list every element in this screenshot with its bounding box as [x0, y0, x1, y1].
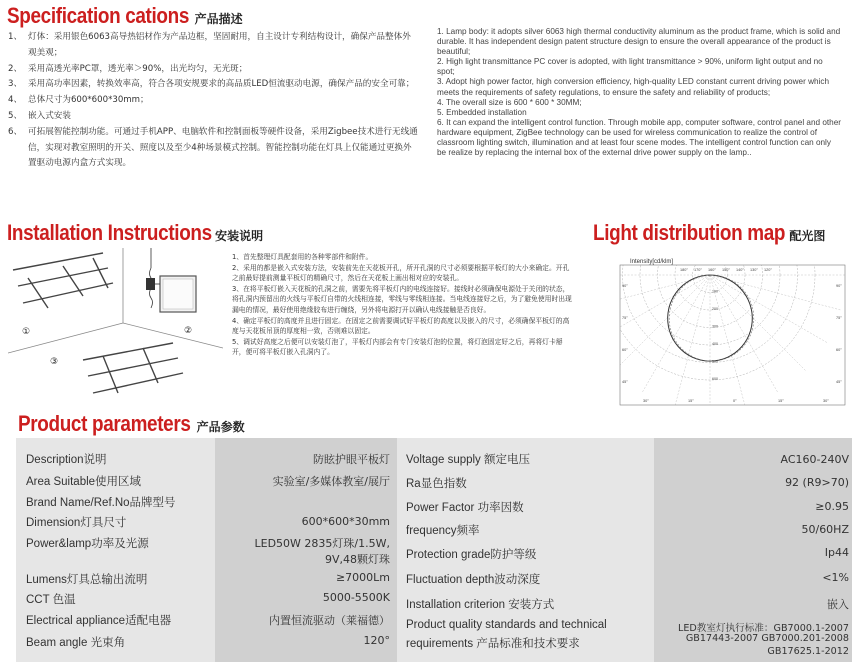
spec-title-en: Specification cations: [7, 3, 190, 28]
param-label: Lumens灯具总输出流明: [26, 574, 148, 586]
polar-top-angle-label: 170°: [694, 268, 702, 272]
param-value: ≥7000Lm: [335, 571, 390, 584]
polar-spoke: [710, 275, 745, 407]
ceiling-grid-3: [83, 343, 183, 393]
polar-side-angle-label: 60°: [836, 348, 842, 352]
polar-top-angle-label: 130°: [750, 268, 758, 272]
spec-cn-item: 4、 总体尺寸为600*600*30mm；: [8, 95, 149, 106]
param-value: 600*600*30mm: [301, 515, 390, 528]
polar-grid: [615, 255, 847, 412]
param-label: Fluctuation depth波动深度: [406, 574, 541, 586]
spec-cn-item: 5、 嵌入式安装: [8, 110, 71, 121]
polar-bottom-angle-label: 30°: [643, 399, 649, 403]
install-section-title: [7, 220, 263, 246]
param-label: Area Suitable使用区域: [26, 476, 142, 488]
polar-chart-title: Intensity[cd/klm]: [630, 259, 674, 265]
polar-radial-tick: 300: [712, 324, 718, 329]
param-label: Brand Name/Ref.No品牌型号: [26, 497, 176, 509]
polar-radial-tick: 400: [712, 342, 718, 346]
param-label: frequency频率: [406, 525, 480, 537]
param-label: Dimension灯具尺寸: [26, 517, 127, 529]
param-value: 92 (R9>70): [785, 476, 849, 489]
polar-radial-tick: 200: [712, 307, 718, 311]
param-value: 实验室/多媒体教室/展厅: [272, 475, 390, 488]
param-label: Description说明: [26, 454, 107, 466]
spec-en-item: 4. The overall size is 600 * 600 * 30MM;: [437, 97, 582, 107]
ceiling-grid-1: [13, 253, 113, 308]
driver-box-icon: [146, 278, 155, 290]
polar-side-angle-label: 75°: [836, 316, 842, 320]
polar-radial-tick: 600: [712, 377, 718, 381]
spec-en-block: [437, 27, 842, 158]
polar-side-angle-label: 60°: [622, 348, 628, 352]
params-section-title: [18, 411, 245, 437]
spec-cn-item: 2、 采用高透光率PC罩，透光率＞90%，出光均匀，无光斑；: [8, 63, 248, 74]
spec-en-item: 3. Adopt high power factor, high conversion efficiency, high-quality LED constant current driving power which meets the requirements of safety regulations, to ensure the safety and reliability of products;: [437, 77, 830, 97]
param-value: 120°: [363, 634, 390, 647]
polar-series-c90: [669, 275, 754, 361]
polar-light-distribution: [615, 255, 850, 415]
param-label: Product quality standards and technical: [406, 619, 607, 631]
param-label: Power Factor 功率因数: [406, 502, 524, 514]
polar-top-angle-label: 140°: [736, 268, 744, 272]
polar-side-angle-label: 90°: [836, 284, 842, 288]
install-title-cn: 安装说明: [215, 229, 264, 243]
param-value: 防眩护眼平板灯: [313, 453, 390, 466]
fig-label-3: ③: [50, 357, 59, 367]
fig-label-2: ②: [184, 326, 193, 336]
spec-cn-item: 3、 采用高功率因素，转换效率高，符合各项安规要求的高品质LED恒流驱动电源，确保产品的安全可靠；: [8, 79, 415, 90]
param-value: LED50W 2835灯珠/1.5W,: [254, 537, 390, 550]
param-value: <1%: [822, 571, 849, 584]
polar-side-angle-label: 45°: [622, 380, 628, 384]
param-label: Protection grade防护等级: [406, 549, 537, 561]
spec-en-item: 6. It can expand the intelligent control function. Through mobile app, computer software, control panel and other hardware equipment, ZigBee technology can be used for wireless communication to realize the control of classroom lighting switch, illumination and at least four scene modes. The intelligent control function can only be realize by replacing the internal box of the external drive power supply on the lamp..: [437, 117, 842, 158]
spec-en-item: 1. Lamp body: it adopts silver 6063 high thermal conductivity aluminum as the product frame, which is solid and durable. It has independent design patent structure design to ensure the overall appearance of the product is beautiful;: [437, 27, 841, 57]
param-label: Power&lamp功率及光源: [26, 538, 149, 550]
param-label: Installation criterion 安装方式: [406, 599, 555, 611]
install-step: 3、在将平板灯嵌入天花板的孔洞之前，需要先将平板灯内的电线连接好。接线时必须确保电源处于关闭的状态，将孔洞内预留出的火线与平板灯自带的火线相连接，零线与零线相连接。当电线连接好之后，为了避免使用时出现漏电的情况，最好使用绝缘胶布进行缠绕，另外将电源打开以确认电线接触是否良好。: [232, 284, 572, 314]
polar-radial-tick: 100: [712, 289, 718, 294]
install-step: 1、首先整理灯具配套用的各种零部件和附件。: [232, 253, 373, 261]
light-section-title: [593, 220, 825, 246]
param-value: 内置恒流驱动（莱福德）: [269, 614, 390, 627]
spec-cn-item: 6、 可拓展智能控制功能。可通过手机APP、电脑软件和控制面板等硬件设备，采用Zigbee技术进行无线通信，实现对教室照明的开关、照度以及至少4种场景模式控制。智能控制功能在灯具上仅能通过更换外置驱动电源内盒方式实现。: [8, 126, 418, 169]
spec-en-item: 2. High light transmittance PC cover is adopted, with light transmittance > 90%, uniform light output and no spot;: [437, 57, 823, 77]
spec-title-cn: 产品描述: [194, 12, 243, 26]
param-value-line3: GB17625.1-2012: [767, 646, 849, 657]
polar-bottom-angle-label: 15°: [778, 399, 784, 403]
param-label: Beam angle 光束角: [26, 637, 126, 649]
installation-diagram: [8, 248, 223, 398]
param-value: 50/60HZ: [801, 523, 849, 536]
polar-top-angle-label: 160°: [708, 268, 716, 272]
install-steps: [232, 252, 572, 358]
polar-bottom-angle-label: 0°: [733, 399, 737, 403]
install-title-en: Installation Instructions: [7, 220, 212, 245]
param-label: Ra显色指数: [406, 478, 467, 490]
param-value: 嵌入: [827, 598, 849, 611]
polar-curve: [668, 275, 754, 361]
polar-bottom-angle-label: 30°: [823, 399, 829, 403]
param-label: CCT 色温: [26, 594, 76, 606]
polar-side-angle-label: 45°: [836, 380, 842, 384]
param-value-line2: 9V,48颗灯珠: [324, 553, 390, 566]
param-value: Ip44: [824, 546, 849, 559]
param-value-line2: GB17443-2007 GB7000.201-2008: [685, 633, 849, 644]
polar-side-angle-label: 90°: [622, 284, 628, 288]
param-label: Voltage supply 额定电压: [406, 454, 531, 466]
polar-frame: [620, 265, 845, 405]
param-label-line2: requirements 产品标准和技术要求: [406, 638, 580, 650]
light-title-en: Light distribution map: [593, 220, 786, 245]
polar-top-angle-label: 120°: [764, 268, 772, 272]
params-title-cn: 产品参数: [196, 420, 245, 434]
spec-en-item: 5. Embedded installation: [437, 107, 527, 117]
polar-bottom-angle-label: 15°: [688, 399, 694, 403]
spec-section-title: [7, 3, 243, 29]
param-value: LED教室灯执行标准：GB7000.1-2007: [677, 623, 849, 634]
param-value: AC160-240V: [780, 453, 849, 466]
polar-spoke: [675, 275, 710, 407]
spec-cn-list: [8, 30, 418, 172]
param-value: 5000-5500K: [322, 591, 390, 604]
install-step: 2、采用的都是嵌入式安装方法，安装前先在天花板开孔，所开孔洞的尺寸必须要根据平板灯的大小来确定。开孔之前最好提前测量平板灯的精确尺寸，然后在天花板上画出相对应的安装孔。: [232, 263, 570, 283]
polar-spoke: [710, 275, 828, 343]
polar-spoke: [710, 275, 807, 372]
params-title-en: Product parameters: [18, 411, 191, 436]
fig-label-1: ①: [22, 327, 31, 337]
polar-ring: [658, 255, 763, 328]
light-title-cn: 配光图: [789, 229, 826, 243]
param-label: Electrical appliance适配电器: [26, 615, 172, 627]
polar-labels: [622, 268, 842, 403]
polar-side-angle-label: 75°: [622, 316, 628, 320]
polar-top-angle-label: 150°: [722, 268, 730, 272]
polar-spoke: [615, 275, 710, 310]
install-step: 5、调试好高度之后便可以安装灯泡了，平板灯内部会有专门安装灯泡的位置，将灯泡固定好之后，再将灯卡掰开，便可将平板灯嵌入孔洞内了。: [232, 337, 563, 357]
spec-cn-item: 1、 灯体：采用银色6063高导热铝材作为产品边框，坚固耐用，自主设计专利结构设计，确保产品整体外观美观；: [8, 32, 411, 58]
polar-radial-tick: 500: [712, 359, 718, 364]
param-value: ≥0.95: [815, 500, 849, 513]
polar-top-angle-label: 180°: [680, 268, 688, 272]
install-step: 4、确定平板灯的高度并且进行固定。在固定之前需要调试好平板灯的高度以及嵌入的尺寸，必须确保平板灯的高度与天花板吊顶的厚度相一致，否则难以固定。: [232, 316, 570, 336]
